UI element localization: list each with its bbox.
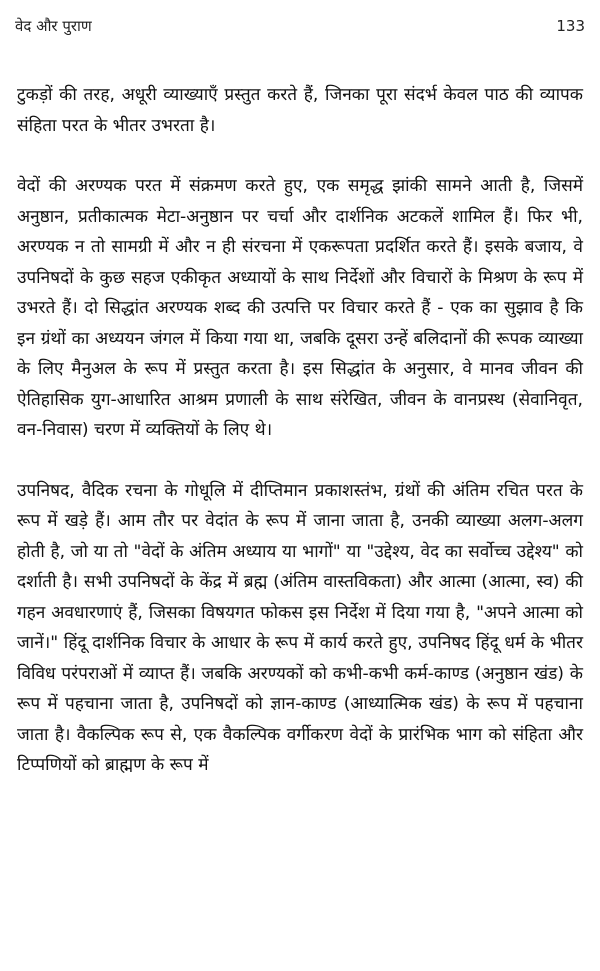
running-header <box>0 0 600 40</box>
running-head-title: वेद और पुराण <box>15 17 92 35</box>
paragraph-3: उपनिषद, वैदिक रचना के गोधूलि में दीप्तिमान प्रकाशस्तंभ, ग्रंथों की अंतिम रचित परत के रूप में खड़े हैं। आम तौर पर वेदांत के रूप में जाना जाता है, उनकी व्याख्या अलग-अलग होती है, जो या तो "वेदों के अंतिम अध्याय या भागों" या "उद्देश्य, वेद का सर्वोच्च उद्देश्य" को दर्शाती है। सभी उपनिषदों के केंद्र में ब्रह्म (अंतिम वास्तविकता) और आत्मा (आत्मा, स्व) की गहन अवधारणाएं हैं, जिसका विषयगत फोकस इस निर्देश में दिया गया है, "अपने आत्मा को जानें।" हिंदू दार्शनिक विचार के आधार के रूप में कार्य करते हुए, उपनिषद हिंदू धर्म के भीतर विविध परंपराओं में व्याप्त हैं। जबकि अरण्यकों को कभी-कभी कर्म-काण्ड (अनुष्ठान खंड) के रूप में पहचाना जाता है, उपनिषदों को ज्ञान-काण्ड (आध्यात्मिक खंड) के रूप में पहचाना जाता है। वैकल्पिक रूप से, एक वैकल्पिक वर्गीकरण वेदों के प्रारंभिक भाग को संहिता और टिप्पणियों को ब्राह्मण के रूप में <box>17 480 583 775</box>
paragraph-2: वेदों की अरण्यक परत में संक्रमण करते हुए, एक समृद्ध झांकी सामने आती है, जिसमें अनुष्ठान, प्रतीकात्मक मेटा-अनुष्ठान पर चर्चा और दार्शनिक अटकलें शामिल हैं। फिर भी, अरण्यक न तो सामग्री में और न ही संरचना में एकरूपता प्रदर्शित करते हैं। इसके बजाय, वे उपनिषदों के कुछ सहज एकीकृत अध्यायों के साथ निर्देशों और विचारों के मिश्रण के रूप में उभरते हैं। दो सिद्धांत अरण्यक शब्द की उत्पत्ति पर विचार करते हैं - एक का सुझाव है कि इन ग्रंथों का अध्ययन जंगल में किया गया था, जबकि दूसरा उन्हें बलिदानों की रूपक व्याख्या के लिए मैनुअल के रूप में प्रस्तुत करता है। इस सिद्धांत के अनुसार, वे मानव जीवन की ऐतिहासिक युग-आधारित आश्रम प्रणाली के साथ संरेखित, जीवन के वानप्रस्थ (सेवानिवृत, वन-निवास) चरण में व्यक्तियों के लिए थे। <box>17 176 583 440</box>
paragraph-1: टुकड़ों की तरह, अधूरी व्याख्याएँ प्रस्तुत करते हैं, जिनका पूरा संदर्भ केवल पाठ की व्यापक संहिता परत के भीतर उभरता है। <box>17 85 583 136</box>
page-number: 133 <box>556 17 585 35</box>
body-text <box>17 80 583 781</box>
